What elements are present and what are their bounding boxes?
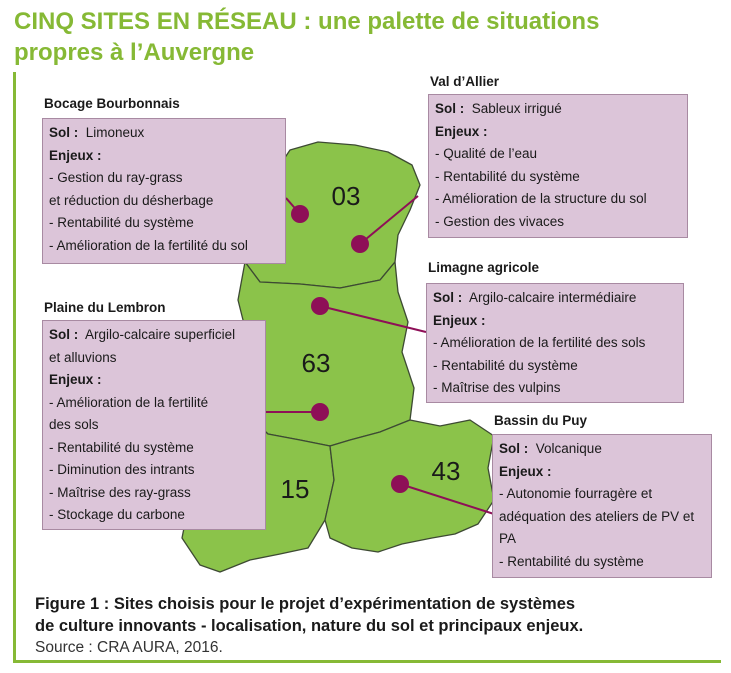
site-marker-val-allier <box>351 235 369 253</box>
enjeux-label: Enjeux : <box>499 463 552 479</box>
sol-label: Sol : <box>49 327 79 342</box>
enjeux-label: Enjeux : <box>435 123 488 139</box>
site-marker-bocage <box>291 205 309 223</box>
site-title-bocage: Bocage Bourbonnais <box>44 96 180 111</box>
enjeu-item: - Rentabilité du système <box>435 168 580 184</box>
site-title-val-allier: Val d’Allier <box>430 74 500 89</box>
caption-line-1: Figure 1 : Sites choisis pour le projet d’expérimentation de systèmes <box>35 595 576 613</box>
site-box-lembron <box>42 320 266 530</box>
title-line-1: CINQ SITES EN RÉSEAU : une palette de situations <box>14 8 600 35</box>
sol-label: Sol : <box>49 125 79 140</box>
sol-value: Limoneux <box>85 125 145 140</box>
enjeu-item: - Autonomie fourragère et adéquation des ateliers de PV et PA <box>499 486 695 546</box>
enjeu-item: - Amélioration de la fertilité du sol <box>49 237 248 253</box>
site-marker-limagne <box>311 297 329 315</box>
sol-label: Sol : <box>499 441 529 456</box>
sol-value: Argilo-calcaire superficiel <box>85 327 236 342</box>
enjeu-item: - Diminution des intrants <box>49 462 195 477</box>
site-box-val-allier <box>428 94 688 238</box>
department-label-63: 63 <box>301 348 331 378</box>
sol-label: Sol : <box>435 101 465 116</box>
department-label-15: 15 <box>280 474 310 504</box>
enjeu-item: - Amélioration de la fertilité des sols <box>433 335 646 350</box>
enjeu-item: - Stockage du carbone <box>49 507 185 522</box>
site-title-lembron: Plaine du Lembron <box>44 300 166 315</box>
enjeu-item: - Gestion des vivaces <box>435 213 565 229</box>
enjeu-item: - Rentabilité du système <box>49 439 194 455</box>
sol-value: Sableux irrigué <box>471 101 562 116</box>
sol-value-continued: et alluvions <box>49 349 117 365</box>
site-box-bassin-puy <box>492 434 712 578</box>
site-box-bocage <box>42 118 286 264</box>
enjeu-item: des sols <box>49 417 99 432</box>
enjeu-item: - Amélioration de la fertilité <box>49 394 209 410</box>
enjeu-item: - Maîtrise des vulpins <box>433 380 561 395</box>
sol-value: Volcanique <box>535 441 602 456</box>
enjeu-item: - Gestion du ray-grass <box>49 170 183 185</box>
sol-value: Argilo-calcaire intermédiaire <box>469 290 637 305</box>
enjeu-item: - Rentabilité du système <box>433 357 578 373</box>
title-line-2: propres à l’Auvergne <box>14 39 255 66</box>
enjeu-item: - Maîtrise des ray-grass <box>49 484 191 500</box>
enjeu-item: - Rentabilité du système <box>499 553 644 569</box>
caption-source: Source : CRA AURA, 2016. <box>35 639 223 656</box>
site-title-bassin-puy: Bassin du Puy <box>494 413 588 428</box>
enjeux-label: Enjeux : <box>49 147 102 163</box>
site-box-limagne <box>426 283 684 403</box>
sol-label: Sol : <box>433 290 463 305</box>
caption-line-2: de culture innovants - localisation, nature du sol et principaux enjeux. <box>35 617 584 635</box>
enjeux-label: Enjeux : <box>433 312 486 328</box>
enjeu-item: - Amélioration de la structure du sol <box>435 191 647 206</box>
figure-caption <box>35 593 715 659</box>
site-title-limagne: Limagne agricole <box>428 260 540 275</box>
department-label-03: 03 <box>331 181 361 211</box>
enjeu-item: - Rentabilité du système <box>49 215 194 230</box>
enjeu-item: et réduction du désherbage <box>49 192 214 208</box>
site-marker-bassin-puy <box>391 475 409 493</box>
enjeu-item: - Qualité de l’eau <box>435 146 538 161</box>
site-marker-lembron <box>311 403 329 421</box>
department-label-43: 43 <box>431 456 461 486</box>
enjeux-label: Enjeux : <box>49 372 102 387</box>
